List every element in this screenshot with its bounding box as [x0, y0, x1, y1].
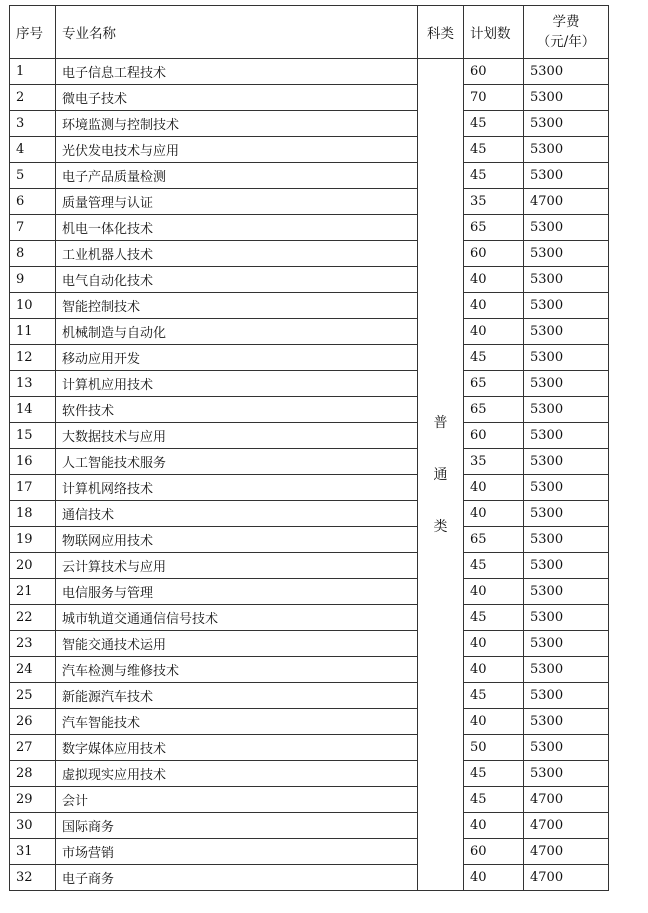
row-fee: 5300	[524, 319, 609, 345]
row-plan: 45	[464, 787, 524, 813]
row-plan: 45	[464, 345, 524, 371]
row-fee: 4700	[524, 813, 609, 839]
table-row	[10, 85, 609, 111]
row-seq: 28	[10, 761, 56, 787]
row-fee: 5300	[524, 215, 609, 241]
row-major: 工业机器人技术	[56, 241, 418, 267]
row-seq: 22	[10, 605, 56, 631]
row-major: 计算机网络技术	[56, 475, 418, 501]
enrollment-plan-table	[9, 5, 609, 891]
row-major: 物联网应用技术	[56, 527, 418, 553]
row-plan: 40	[464, 631, 524, 657]
row-plan: 65	[464, 397, 524, 423]
row-fee: 5300	[524, 267, 609, 293]
header-plan: 计划数	[464, 6, 524, 59]
table-row	[10, 215, 609, 241]
row-seq: 13	[10, 371, 56, 397]
row-seq: 3	[10, 111, 56, 137]
row-major: 软件技术	[56, 397, 418, 423]
row-major: 人工智能技术服务	[56, 449, 418, 475]
category-cell	[418, 59, 464, 891]
row-seq: 30	[10, 813, 56, 839]
table-row	[10, 241, 609, 267]
row-major: 市场营销	[56, 839, 418, 865]
row-seq: 12	[10, 345, 56, 371]
row-major: 电气自动化技术	[56, 267, 418, 293]
header-major: 专业名称	[56, 6, 418, 59]
row-fee: 5300	[524, 735, 609, 761]
row-plan: 60	[464, 241, 524, 267]
row-seq: 16	[10, 449, 56, 475]
row-major: 机械制造与自动化	[56, 319, 418, 345]
row-seq: 11	[10, 319, 56, 345]
table-row	[10, 709, 609, 735]
table-row	[10, 137, 609, 163]
table-row	[10, 59, 609, 85]
table-row	[10, 527, 609, 553]
enrollment-table-sheet	[9, 5, 609, 891]
table-row	[10, 449, 609, 475]
row-major: 城市轨道交通通信信号技术	[56, 605, 418, 631]
row-major: 虚拟现实应用技术	[56, 761, 418, 787]
row-seq: 7	[10, 215, 56, 241]
table-row	[10, 813, 609, 839]
row-plan: 65	[464, 527, 524, 553]
row-seq: 19	[10, 527, 56, 553]
row-plan: 40	[464, 267, 524, 293]
row-fee: 4700	[524, 865, 609, 891]
row-major: 国际商务	[56, 813, 418, 839]
row-seq: 32	[10, 865, 56, 891]
row-seq: 15	[10, 423, 56, 449]
row-seq: 20	[10, 553, 56, 579]
row-plan: 40	[464, 475, 524, 501]
row-fee: 5300	[524, 501, 609, 527]
table-row	[10, 553, 609, 579]
category-label-char: 普	[433, 414, 448, 431]
table-row	[10, 579, 609, 605]
row-seq: 9	[10, 267, 56, 293]
table-row	[10, 371, 609, 397]
row-fee: 5300	[524, 527, 609, 553]
row-seq: 26	[10, 709, 56, 735]
row-major: 会计	[56, 787, 418, 813]
category-label-char: 类	[433, 518, 448, 535]
row-major: 电子信息工程技术	[56, 59, 418, 85]
row-plan: 60	[464, 59, 524, 85]
row-fee: 5300	[524, 631, 609, 657]
row-fee: 5300	[524, 553, 609, 579]
row-plan: 45	[464, 605, 524, 631]
row-seq: 24	[10, 657, 56, 683]
row-plan: 45	[464, 761, 524, 787]
row-fee: 5300	[524, 59, 609, 85]
row-fee: 4700	[524, 189, 609, 215]
row-fee: 5300	[524, 137, 609, 163]
table-row	[10, 657, 609, 683]
row-plan: 45	[464, 111, 524, 137]
table-row	[10, 319, 609, 345]
row-seq: 29	[10, 787, 56, 813]
table-row	[10, 111, 609, 137]
row-plan: 40	[464, 657, 524, 683]
row-fee: 5300	[524, 423, 609, 449]
row-plan: 45	[464, 137, 524, 163]
row-plan: 40	[464, 293, 524, 319]
row-fee: 5300	[524, 85, 609, 111]
table-row	[10, 735, 609, 761]
row-major: 微电子技术	[56, 85, 418, 111]
row-seq: 4	[10, 137, 56, 163]
row-fee: 5300	[524, 579, 609, 605]
row-seq: 10	[10, 293, 56, 319]
row-fee: 5300	[524, 241, 609, 267]
row-fee: 5300	[524, 761, 609, 787]
table-row	[10, 839, 609, 865]
row-fee: 5300	[524, 163, 609, 189]
table-row	[10, 345, 609, 371]
row-plan: 40	[464, 813, 524, 839]
table-row	[10, 163, 609, 189]
row-plan: 40	[464, 319, 524, 345]
table-row	[10, 787, 609, 813]
row-plan: 70	[464, 85, 524, 111]
row-fee: 4700	[524, 787, 609, 813]
category-label-char: 通	[433, 466, 448, 483]
row-major: 移动应用开发	[56, 345, 418, 371]
row-major: 汽车智能技术	[56, 709, 418, 735]
table-row	[10, 189, 609, 215]
row-fee: 5300	[524, 683, 609, 709]
category-label	[434, 397, 448, 553]
header-fee-line2: （元/年）	[536, 34, 596, 50]
row-plan: 60	[464, 423, 524, 449]
row-plan: 35	[464, 189, 524, 215]
row-seq: 31	[10, 839, 56, 865]
row-plan: 45	[464, 163, 524, 189]
row-seq: 2	[10, 85, 56, 111]
row-seq: 21	[10, 579, 56, 605]
header-row	[10, 6, 609, 59]
row-seq: 18	[10, 501, 56, 527]
table-row	[10, 475, 609, 501]
row-plan: 65	[464, 215, 524, 241]
row-fee: 5300	[524, 657, 609, 683]
row-fee: 5300	[524, 449, 609, 475]
row-plan: 45	[464, 683, 524, 709]
row-seq: 17	[10, 475, 56, 501]
table-row	[10, 683, 609, 709]
row-major: 环境监测与控制技术	[56, 111, 418, 137]
row-fee: 5300	[524, 345, 609, 371]
row-plan: 40	[464, 709, 524, 735]
row-seq: 5	[10, 163, 56, 189]
row-seq: 27	[10, 735, 56, 761]
row-plan: 45	[464, 553, 524, 579]
row-major: 电子产品质量检测	[56, 163, 418, 189]
row-fee: 5300	[524, 371, 609, 397]
table-row	[10, 423, 609, 449]
row-seq: 14	[10, 397, 56, 423]
row-major: 智能控制技术	[56, 293, 418, 319]
table-row	[10, 267, 609, 293]
row-plan: 50	[464, 735, 524, 761]
row-major: 汽车检测与维修技术	[56, 657, 418, 683]
table-body	[10, 59, 609, 891]
row-major: 新能源汽车技术	[56, 683, 418, 709]
row-plan: 40	[464, 865, 524, 891]
row-seq: 8	[10, 241, 56, 267]
row-plan: 60	[464, 839, 524, 865]
table-row	[10, 631, 609, 657]
row-seq: 6	[10, 189, 56, 215]
row-major: 电信服务与管理	[56, 579, 418, 605]
header-fee-line1: 学费	[552, 14, 580, 30]
row-seq: 23	[10, 631, 56, 657]
table-row	[10, 605, 609, 631]
row-major: 大数据技术与应用	[56, 423, 418, 449]
row-plan: 35	[464, 449, 524, 475]
row-major: 光伏发电技术与应用	[56, 137, 418, 163]
table-row	[10, 761, 609, 787]
row-fee: 5300	[524, 475, 609, 501]
table-row	[10, 501, 609, 527]
row-major: 智能交通技术运用	[56, 631, 418, 657]
row-fee: 5300	[524, 709, 609, 735]
row-major: 数字媒体应用技术	[56, 735, 418, 761]
row-fee: 5300	[524, 111, 609, 137]
row-seq: 1	[10, 59, 56, 85]
row-fee: 5300	[524, 397, 609, 423]
row-major: 云计算技术与应用	[56, 553, 418, 579]
header-seq: 序号	[10, 6, 56, 59]
row-seq: 25	[10, 683, 56, 709]
header-category: 科类	[418, 6, 464, 59]
row-fee: 5300	[524, 605, 609, 631]
row-fee: 5300	[524, 293, 609, 319]
row-major: 通信技术	[56, 501, 418, 527]
row-major: 电子商务	[56, 865, 418, 891]
row-major: 质量管理与认证	[56, 189, 418, 215]
row-major: 计算机应用技术	[56, 371, 418, 397]
row-plan: 65	[464, 371, 524, 397]
header-fee	[524, 6, 609, 59]
row-plan: 40	[464, 501, 524, 527]
row-major: 机电一体化技术	[56, 215, 418, 241]
table-row	[10, 293, 609, 319]
row-plan: 40	[464, 579, 524, 605]
table-row	[10, 865, 609, 891]
row-fee: 4700	[524, 839, 609, 865]
table-row	[10, 397, 609, 423]
